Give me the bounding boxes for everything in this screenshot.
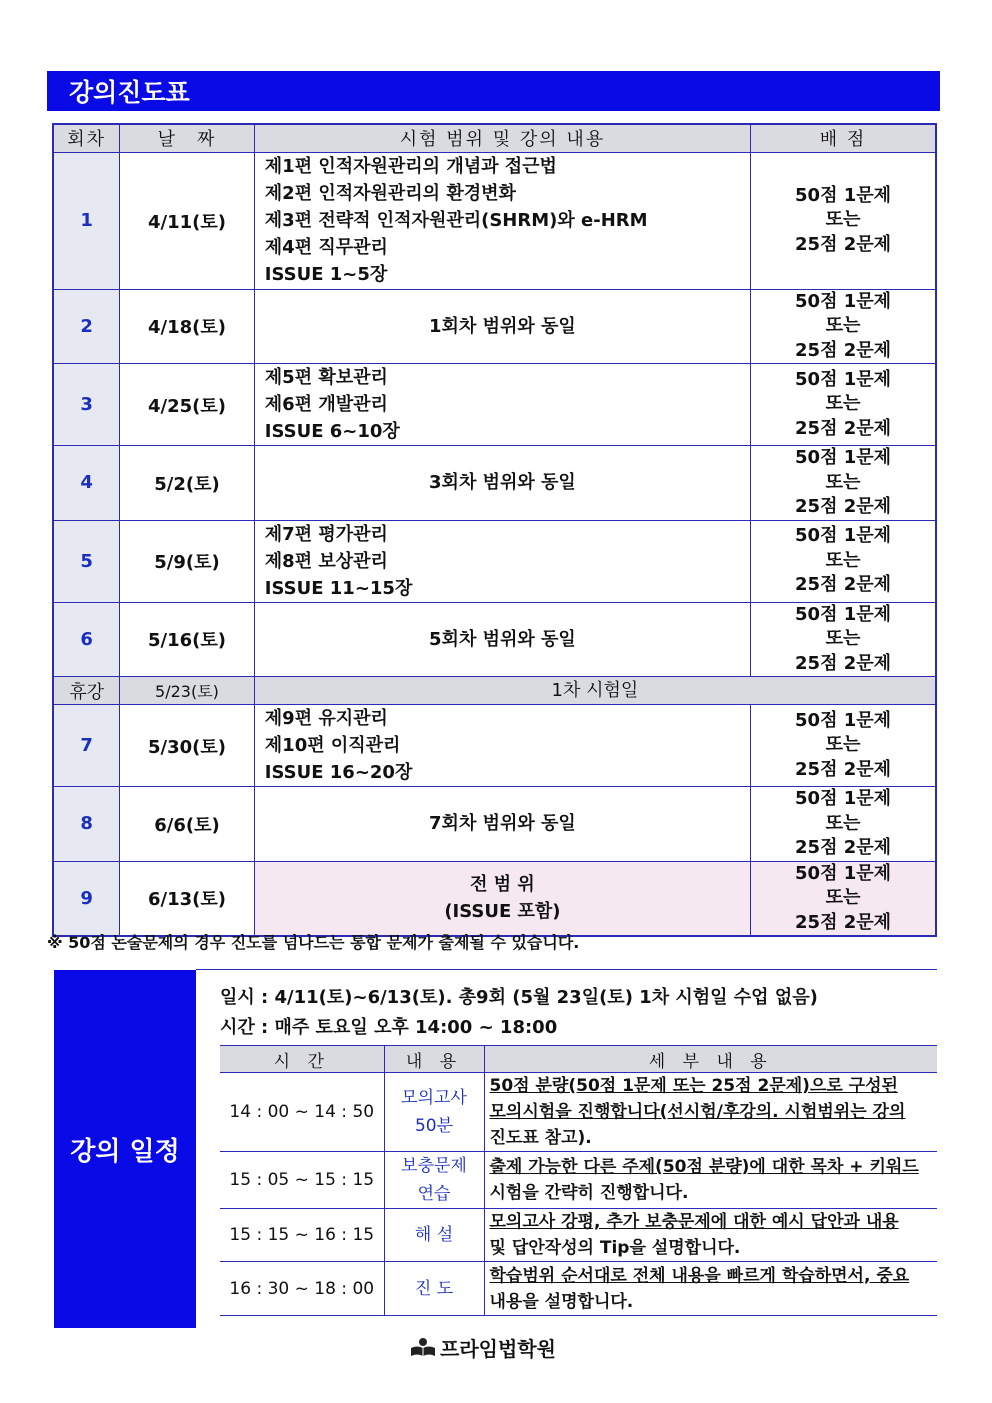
score-line: 또는 [825, 549, 861, 571]
slot-desc [484, 1209, 937, 1262]
header-score: 배 점 [751, 124, 936, 152]
content-line: 제7편 평가관리 [264, 523, 388, 545]
slot-time: 14 : 00 ~ 14 : 50 [220, 1073, 384, 1152]
desc-line: 모의시험을 진행합니다(선시험/후강의. 시험범위는 강의 [489, 1102, 906, 1122]
score-line: 50점 1문제 [795, 709, 892, 731]
desc-line: 시험을 간략히 진행합니다. [489, 1183, 689, 1203]
desc-line: 출제 가능한 다른 주제(50점 분량)에 대한 목차 + 키워드 [489, 1157, 919, 1177]
round-date: 6/6(토) [120, 787, 255, 862]
round-content [254, 152, 750, 289]
book-emblem-icon [410, 1336, 436, 1358]
content-line: 제2편 인적자원관리의 환경변화 [264, 183, 516, 204]
score-line: 25점 2문제 [795, 417, 892, 439]
score-line: 25점 2문제 [795, 339, 892, 361]
table-row [53, 602, 936, 677]
page-title: 강의진도표 [47, 71, 940, 111]
table-row-break [53, 677, 936, 705]
round-content [254, 861, 750, 936]
round-number: 휴강 [53, 677, 120, 705]
round-number: 9 [53, 861, 120, 936]
round-score [751, 289, 936, 364]
round-date: 5/16(토) [120, 602, 255, 677]
item-line: 보충문제 [401, 1156, 467, 1176]
schedule-table [220, 1045, 937, 1316]
schedule-period: 일시 : 4/11(토)~6/13(토). 총9회 (5월 23일(토) 1차 시험일 수업 없음) [220, 987, 818, 1008]
content-line: 전 범 위 [470, 874, 535, 896]
score-line: 50점 1문제 [795, 862, 892, 884]
desc-line: 학습범위 순서대로 전체 내용을 빠르게 학습하면서, 중요 [489, 1265, 910, 1286]
round-score [751, 446, 936, 521]
score-line: 25점 2문제 [795, 574, 892, 596]
item-line: 연습 [417, 1184, 451, 1204]
round-date: 5/23(토) [120, 677, 255, 705]
schedule-row [220, 1152, 937, 1209]
content-line: (ISSUE 포함) [444, 901, 561, 923]
desc-line: 진도표 참고). [489, 1128, 592, 1148]
academy-logo [410, 1330, 590, 1364]
progress-table [52, 123, 937, 937]
slot-item: 해 설 [384, 1209, 484, 1262]
score-line: 25점 2문제 [795, 911, 892, 933]
content-line: 제5편 확보관리 [264, 367, 388, 388]
header-round: 회차 [53, 124, 120, 152]
desc-line: 및 답안작성의 Tip을 설명합니다. [489, 1238, 741, 1258]
score-line: 또는 [825, 812, 861, 834]
item-line: 50분 [414, 1116, 454, 1136]
score-line: 50점 1문제 [795, 368, 892, 390]
round-content: 1회차 범위와 동일 [254, 289, 750, 364]
score-line: 또는 [825, 471, 861, 493]
content-line: ISSUE 6~10장 [264, 421, 400, 442]
round-number: 1 [53, 152, 120, 289]
slot-item: 진 도 [384, 1262, 484, 1316]
round-number: 3 [53, 364, 120, 446]
header-content: 시험 범위 및 강의 내용 [254, 124, 750, 152]
slot-desc [484, 1152, 937, 1209]
header-detail: 세 부 내 용 [484, 1046, 937, 1073]
slot-time: 15 : 15 ~ 16 : 15 [220, 1209, 384, 1262]
slot-desc [484, 1262, 937, 1316]
header-time: 시 간 [220, 1046, 384, 1073]
round-date: 5/9(토) [120, 520, 255, 602]
score-line: 또는 [825, 209, 861, 231]
score-line: 또는 [825, 887, 861, 908]
round-content [254, 705, 750, 787]
table-row [53, 520, 936, 602]
round-number: 2 [53, 289, 120, 364]
round-content: 7회차 범위와 동일 [254, 787, 750, 862]
content-line: 제8편 보상관리 [264, 550, 388, 572]
content-line: 제9편 유지관리 [264, 708, 388, 729]
divider [196, 969, 937, 970]
schedule-row [220, 1209, 937, 1262]
round-date: 4/11(토) [120, 152, 255, 289]
table-row [53, 446, 936, 521]
score-line: 또는 [825, 734, 861, 756]
slot-item [384, 1073, 484, 1152]
round-content: 5회차 범위와 동일 [254, 602, 750, 677]
round-date: 4/25(토) [120, 364, 255, 446]
header-date: 날 짜 [120, 124, 255, 152]
round-content: 1차 시험일 [254, 677, 936, 705]
header-item: 내 용 [384, 1046, 484, 1073]
content-line: 제4편 직무관리 [264, 237, 388, 258]
content-line: 제10편 이직관리 [264, 735, 401, 756]
round-score [751, 705, 936, 787]
round-date: 5/2(토) [120, 446, 255, 521]
content-line: ISSUE 11~15장 [264, 577, 413, 599]
desc-line: 내용을 설명합니다. [489, 1291, 634, 1312]
score-line: 25점 2문제 [795, 233, 892, 255]
content-line: 제3편 전략적 인적자원관리(SHRM)와 e-HRM [264, 210, 648, 231]
item-line: 모의고사 [401, 1088, 467, 1108]
round-date: 4/18(토) [120, 289, 255, 364]
score-line: 50점 1문제 [795, 290, 892, 312]
content-line: ISSUE 16~20장 [264, 762, 413, 783]
round-content [254, 364, 750, 446]
table-row [53, 861, 936, 936]
content-line: 제6편 개발관리 [264, 394, 388, 415]
round-content [254, 520, 750, 602]
score-line: 25점 2문제 [795, 837, 892, 858]
table-row [53, 364, 936, 446]
table-row [53, 289, 936, 364]
table-row [53, 787, 936, 862]
desc-line: 50점 분량(50점 1문제 또는 25점 2문제)으로 구성된 [489, 1076, 898, 1096]
round-content: 3회차 범위와 동일 [254, 446, 750, 521]
schedule-label: 강의 일정 [54, 970, 196, 1328]
score-line: 또는 [825, 393, 861, 415]
content-line: ISSUE 1~5장 [264, 264, 388, 285]
round-number: 6 [53, 602, 120, 677]
slot-desc [484, 1073, 937, 1152]
score-line: 또는 [825, 628, 861, 649]
round-score [751, 364, 936, 446]
score-line: 50점 1문제 [795, 447, 892, 468]
score-line: 50점 1문제 [795, 603, 892, 625]
academy-name: 프라임법학원 [440, 1336, 556, 1361]
slot-item [384, 1152, 484, 1209]
round-score [751, 152, 936, 289]
round-number: 4 [53, 446, 120, 521]
score-line: 25점 2문제 [795, 652, 892, 674]
score-line: 25점 2문제 [795, 758, 892, 780]
score-line: 50점 1문제 [795, 788, 892, 809]
schedule-row [220, 1262, 937, 1316]
round-score [751, 787, 936, 862]
score-line: 또는 [825, 315, 861, 336]
score-line: 50점 1문제 [795, 184, 892, 206]
round-number: 5 [53, 520, 120, 602]
footnote: ※ 50점 논술문제의 경우 진도를 넘나드는 통합 문제가 출제될 수 있습니다. [47, 933, 580, 952]
slot-time: 15 : 05 ~ 15 : 15 [220, 1152, 384, 1209]
round-score [751, 520, 936, 602]
round-date: 5/30(토) [120, 705, 255, 787]
round-number: 7 [53, 705, 120, 787]
round-number: 8 [53, 787, 120, 862]
table-header-row [53, 124, 936, 152]
slot-time: 16 : 30 ~ 18 : 00 [220, 1262, 384, 1316]
round-score [751, 861, 936, 936]
content-line: 제1편 인적자원관리의 개념과 접근법 [264, 156, 557, 177]
desc-line: 모의고사 강평, 추가 보충문제에 대한 예시 답안과 내용 [489, 1212, 899, 1232]
round-score [751, 602, 936, 677]
table-row [53, 152, 936, 289]
score-line: 50점 1문제 [795, 525, 892, 547]
round-date: 6/13(토) [120, 861, 255, 936]
schedule-header-row [220, 1046, 937, 1073]
table-row [53, 705, 936, 787]
schedule-time: 시간 : 매주 토요일 오후 14:00 ~ 18:00 [220, 1017, 558, 1038]
score-line: 25점 2문제 [795, 496, 892, 517]
schedule-row [220, 1073, 937, 1152]
